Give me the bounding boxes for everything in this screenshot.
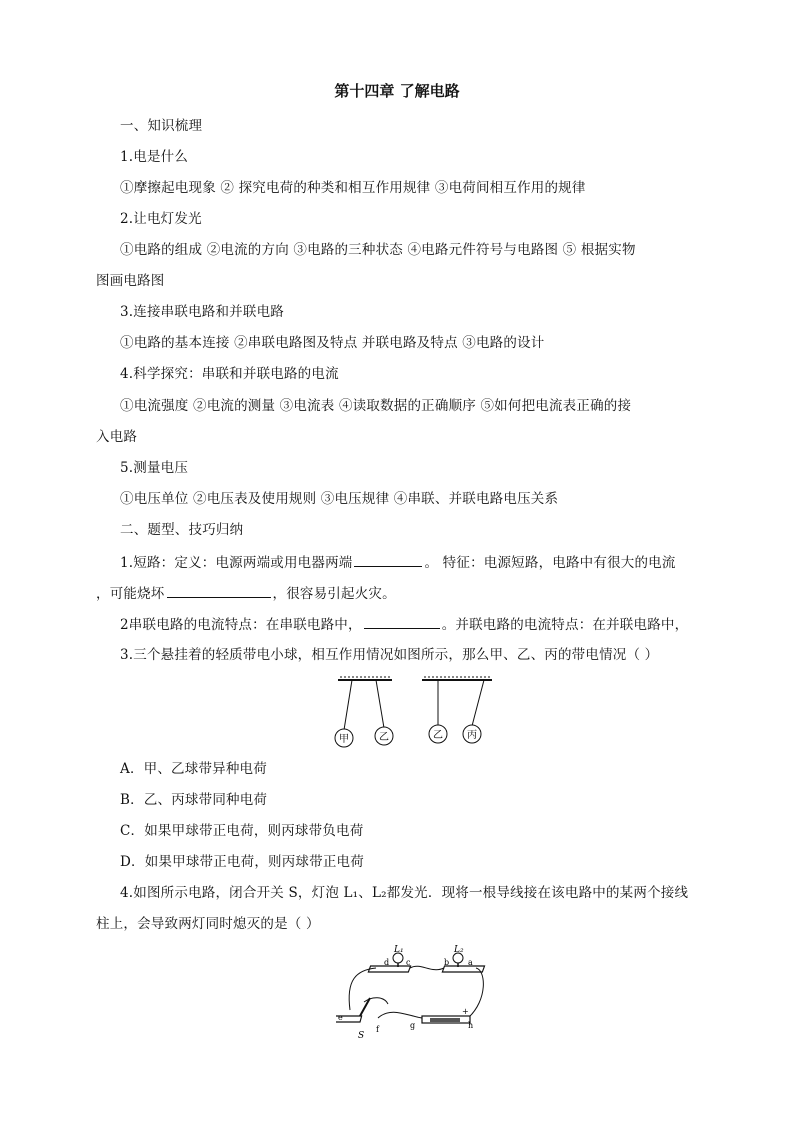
item-title-1: 1.电是什么	[120, 149, 189, 165]
ball-label-jia: 甲	[339, 734, 349, 745]
wire	[468, 968, 483, 1018]
item-title-4: 4.科学探究：串联和并联电路的电流	[120, 366, 339, 382]
thread	[472, 680, 484, 726]
question-4-stem-line2: 柱上，会导致两灯同时熄灭的是（ ）	[96, 916, 320, 932]
section-heading-techniques: 二、题型、技巧归纳	[120, 522, 244, 538]
question-1-text-b: 。 特征：电源短路，电路中有很大的电流	[424, 555, 676, 571]
answer-blank[interactable]	[354, 552, 422, 567]
bulb-holder-l1	[368, 966, 410, 972]
terminal-label-d: d	[384, 958, 390, 967]
wire	[410, 966, 444, 969]
terminal-label-f: f	[376, 1025, 379, 1034]
item-content-5: ①电压单位 ②电压表及使用规则 ③电压规律 ④串联、并联电路电压关系	[120, 491, 559, 507]
item-title-5: 5.测量电压	[120, 460, 189, 476]
section-heading-knowledge: 一、知识梳理	[120, 118, 203, 134]
terminal-label-g: g	[410, 1021, 416, 1030]
ball-label-yi-2: 乙	[433, 730, 443, 741]
item-content-4: ①电流强度 ②电流的测量 ③电流表 ④读取数据的正确顺序 ⑤如何把电流表正确的接	[120, 398, 632, 414]
question-4-stem-line1: 4.如图所示电路，闭合开关 S，灯泡 L₁、L₂都发光．现将一根导线接在该电路中的某两个接线	[120, 885, 689, 901]
option-d: D．如果甲球带正电荷，则丙球带正电荷	[120, 854, 364, 870]
wire	[349, 968, 376, 1010]
item-content-2: ①电路的组成 ②电流的方向 ③电路的三种状态 ④电路元件符号与电路图 ⑤ 根据实物	[120, 242, 636, 258]
item-title-3: 3.连接串联电路和并联电路	[120, 304, 284, 320]
option-b: B．乙、丙球带同种电荷	[120, 792, 268, 808]
question-1-line1	[120, 552, 676, 573]
question-1-text-c: ，可能烧坏	[96, 586, 165, 602]
option-a: A．甲、乙球带异种电荷	[120, 761, 267, 777]
question-2-line	[120, 614, 688, 635]
battery-cell-icon	[430, 1018, 460, 1022]
page-title: 第十四章 了解电路	[334, 82, 460, 100]
item-title-2: 2.让电灯发光	[120, 211, 202, 227]
item-content-3: ①电路的基本连接 ②串联电路图及特点 并联电路及特点 ③电路的设计	[120, 335, 545, 351]
terminal-label-b: b	[444, 958, 450, 967]
terminal-label-a: a	[468, 958, 473, 967]
label-l1: L₁	[394, 945, 404, 955]
ball-label-yi: 乙	[379, 732, 389, 743]
item-content-2-cont: 图画电路图	[96, 273, 165, 289]
answer-blank[interactable]	[364, 614, 440, 629]
option-c: C．如果甲球带正电荷，则丙球带负电荷	[120, 823, 364, 839]
switch-label-s: S	[358, 1031, 365, 1041]
wire	[378, 1012, 422, 1018]
ball-label-bing: 丙	[467, 730, 477, 741]
question-1-text-d: ，很容易引起火灾。	[272, 586, 396, 602]
question-2-text-a: 2串联电路的电流特点：在串联电路中，	[120, 617, 362, 633]
question-1-text-a: 1.短路：定义：电源两端或用电器两端	[120, 555, 353, 571]
battery-plus-label: +	[462, 1007, 469, 1016]
question-3-stem: 3.三个悬挂着的轻质带电小球，相互作用情况如图所示，那么甲、乙、丙的带电情况（ ）	[120, 647, 659, 663]
question-2-text-b: 。并联电路的电流特点：在并联电路中，	[441, 617, 689, 633]
terminal-label-h: h	[468, 1021, 474, 1030]
suspended-balls-figure	[330, 672, 522, 752]
item-content-4-cont: 入电路	[96, 429, 138, 445]
answer-blank[interactable]	[167, 583, 271, 598]
terminal-label-e: e	[338, 1013, 343, 1022]
terminal-label-c: c	[406, 958, 411, 967]
circuit-figure	[336, 940, 496, 1042]
item-content-1: ①摩擦起电现象 ② 探究电荷的种类和相互作用规律 ③电荷间相互作用的规律	[120, 180, 586, 196]
question-1-line2	[96, 583, 396, 604]
label-l2: L₂	[454, 945, 464, 955]
thread	[344, 680, 352, 730]
thread	[376, 680, 384, 728]
